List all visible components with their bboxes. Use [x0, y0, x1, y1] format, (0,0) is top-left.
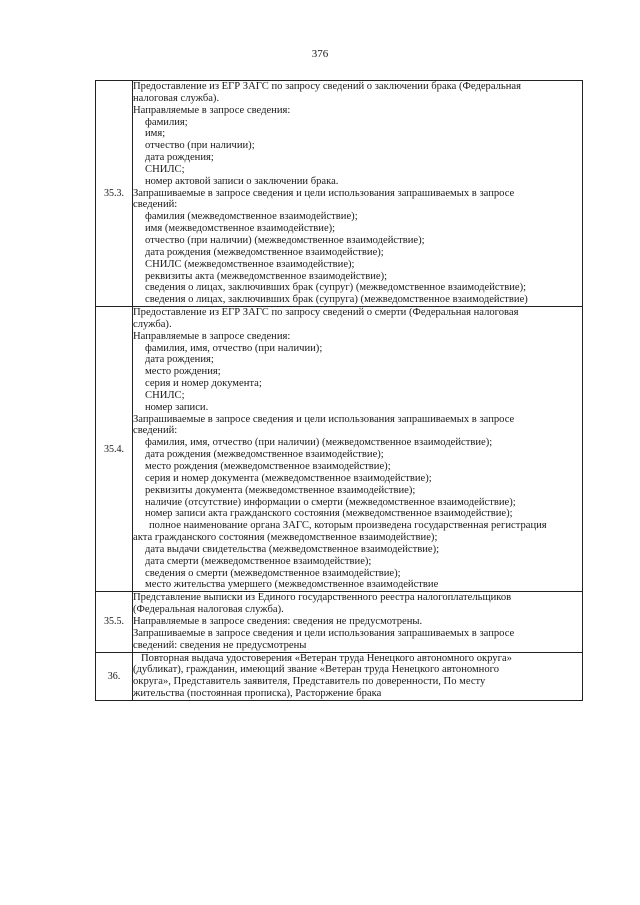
row-number: 35.4.: [96, 307, 133, 592]
content-line: реквизиты документа (межведомственное взаимодействие);: [145, 484, 416, 496]
content-line: место рождения (межведомственное взаимодействие);: [145, 461, 391, 472]
content-line: акта гражданского состояния (межведомственное взаимодействие);: [133, 532, 438, 544]
content-line: дата рождения (межведомственное взаимодействие);: [145, 449, 384, 461]
content-line: сведения о лицах, заключивших брак (супруг) (межведомственное взаимодействие);: [145, 282, 527, 294]
content-line: сведений:: [133, 425, 178, 437]
content-line: отчество (при наличии) (межведомственное взаимодействие);: [145, 234, 425, 246]
content-line: номер актовой записи о заключении брака.: [145, 175, 339, 187]
row-content: [133, 652, 583, 700]
content-line: полное наименование органа ЗАГС, которым произведена государственная регистрация: [149, 520, 547, 532]
content-line: дата рождения (межведомственное взаимодействие);: [145, 246, 384, 258]
content-line: Направляемые в запросе сведения:: [133, 330, 291, 342]
content-line: Представление выписки из Единого государственного реестра налогоплательщиков: [133, 592, 512, 604]
content-line: имя;: [145, 128, 166, 140]
content-line: дата смерти (межведомственное взаимодействие);: [145, 555, 372, 567]
table-row: [96, 652, 583, 700]
content-line: дата рождения;: [145, 152, 214, 164]
content-line: фамилия;: [145, 116, 188, 128]
content-line: Предоставление из ЕГР ЗАГС по запросу сведений о заключении брака (Федеральная: [133, 81, 522, 92]
content-line: СНИЛС (межведомственное взаимодействие);: [145, 258, 355, 270]
content-line: сведений:: [133, 199, 178, 211]
content-line: номер записи.: [145, 401, 209, 413]
content-line: фамилия (межведомственное взаимодействие);: [145, 211, 358, 223]
row-number: 35.3.: [96, 81, 133, 307]
content-line: Запрашиваемые в запросе сведения и цели использования запрашиваемых в запросе: [133, 627, 515, 639]
row-content: [133, 592, 583, 652]
content-line: отчество (при наличии);: [145, 140, 255, 152]
page-number: 376: [311, 48, 329, 60]
content-line: Повторная выдача удостоверения «Ветеран труда Ненецкого автономного округа»: [141, 652, 512, 664]
content-line: фамилия, имя, отчество (при наличии) (межведомственное взаимодействие);: [145, 437, 493, 449]
row-number: 36.: [96, 652, 133, 700]
content-line: серия и номер документа (межведомственное взаимодействие);: [145, 472, 432, 484]
content-line: место рождения;: [145, 366, 221, 378]
content-line: СНИЛС;: [145, 389, 185, 401]
table-row: [96, 592, 583, 652]
content-line: налоговая служба).: [133, 92, 220, 104]
content-line: (дубликат), гражданин, имеющий звание «Ветеран труда Ненецкого автономного: [133, 664, 500, 676]
content-line: место жительства умершего (межведомственное взаимодействие: [145, 579, 439, 591]
content-line: наличие (отсутствие) информации о смерти (межведомственное взаимодействие);: [145, 496, 516, 508]
content-line: серия и номер документа;: [145, 378, 262, 390]
content-line: дата рождения;: [145, 354, 214, 366]
content-line: Направляемые в запросе сведения: сведения не предусмотрены.: [133, 615, 423, 627]
content-line: имя (межведомственное взаимодействие);: [145, 223, 336, 235]
content-line: сведений: сведения не предусмотрены: [133, 639, 307, 651]
content-line: реквизиты акта (межведомственное взаимодействие);: [145, 270, 388, 282]
row-content: [133, 307, 583, 592]
content-line: Предоставление из ЕГР ЗАГС по запросу сведений о смерти (Федеральная налоговая: [133, 307, 519, 319]
content-line: служба).: [133, 318, 172, 330]
content-line: округа», Представитель заявителя, Представитель по доверенности, По месту: [133, 676, 486, 688]
table-row: [96, 81, 583, 307]
content-line: Запрашиваемые в запросе сведения и цели использования запрашиваемых в запросе: [133, 187, 515, 199]
content-line: СНИЛС;: [145, 163, 185, 175]
services-table: [95, 80, 583, 701]
content-line: фамилия, имя, отчество (при наличии);: [145, 342, 323, 354]
content-line: (Федеральная налоговая служба).: [133, 604, 284, 616]
content-line: номер записи акта гражданского состояния (межведомственное взаимодействие);: [145, 508, 513, 520]
content-line: сведения о смерти (межведомственное взаимодействие);: [145, 567, 401, 579]
table-row: [96, 307, 583, 592]
content-line: Запрашиваемые в запросе сведения и цели использования запрашиваемых в запросе: [133, 413, 515, 425]
row-number: 35.5.: [96, 592, 133, 652]
content-line: жительства (постоянная прописка), Расторжение брака: [133, 688, 382, 700]
row-content: [133, 81, 583, 307]
content-line: дата выдачи свидетельства (межведомственное взаимодействие);: [145, 543, 440, 555]
content-line: сведения о лицах, заключивших брак (супруга) (межведомственное взаимодействие): [145, 294, 528, 306]
content-line: Направляемые в запросе сведения:: [133, 104, 291, 116]
